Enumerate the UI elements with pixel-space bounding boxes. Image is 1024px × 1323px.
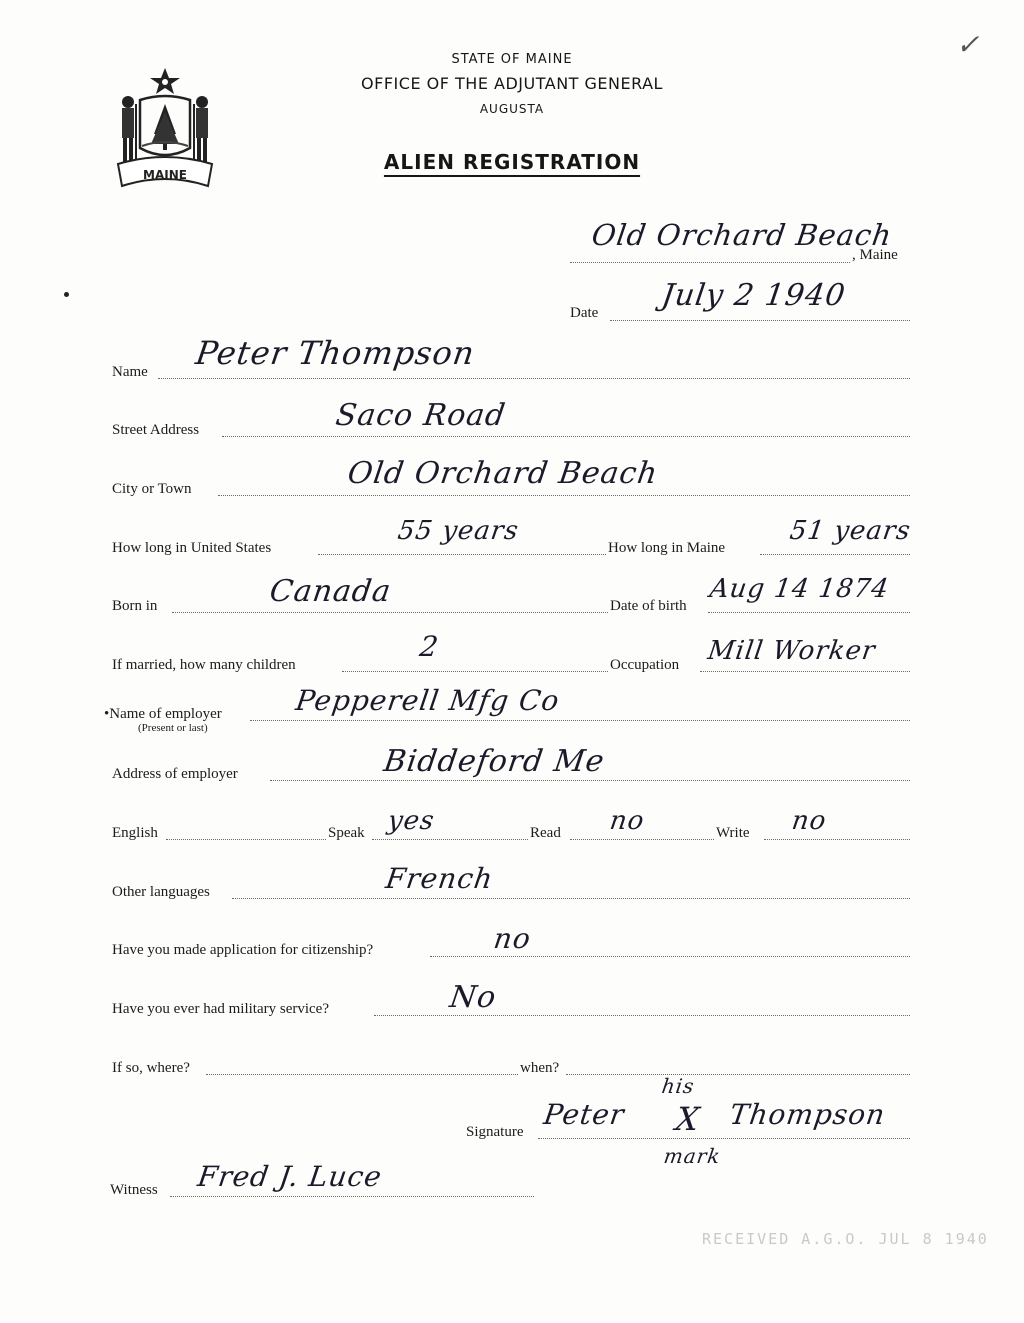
name-label: Name — [112, 364, 148, 380]
name-value: Peter Thompson — [193, 334, 478, 372]
speak-label: Speak — [328, 825, 365, 841]
place-value: Old Orchard Beach — [589, 218, 895, 252]
received-stamp: RECEIVED A.G.O. JUL 8 1940 — [702, 1230, 989, 1248]
maine-years-value: 51 years — [787, 516, 913, 546]
margin-dot — [64, 292, 69, 297]
witness-value: Fred J. Luce — [195, 1160, 385, 1193]
employer-address-label: Address of employer — [112, 766, 238, 782]
header-city: AUGUSTA — [479, 102, 545, 116]
header-office: OFFICE OF THE ADJUTANT GENERAL — [361, 74, 663, 93]
born-in-label: Born in — [112, 598, 158, 614]
header-state: STATE OF MAINE — [451, 52, 573, 67]
signature-label: Signature — [466, 1124, 524, 1140]
children-value: 2 — [417, 630, 442, 663]
write-value: no — [789, 806, 829, 836]
write-label: Write — [716, 825, 750, 841]
occupation-value: Mill Worker — [705, 636, 878, 666]
citizenship-label: Have you made application for citizenship? — [112, 942, 374, 958]
read-value: no — [607, 806, 647, 836]
english-label: English — [112, 825, 158, 841]
maine-years-label: How long in Maine — [608, 540, 726, 556]
signature-his: his — [660, 1074, 697, 1098]
check-mark-icon: ✓ — [956, 28, 980, 61]
place-suffix: , Maine — [852, 247, 898, 263]
military-label: Have you ever had military service? — [112, 1001, 329, 1017]
dob-value: Aug 14 1874 — [707, 574, 892, 604]
when-label: when? — [520, 1060, 560, 1076]
city-value: Old Orchard Beach — [345, 456, 661, 491]
employer-address-value: Biddeford Me — [381, 744, 607, 779]
occupation-label: Occupation — [610, 657, 680, 673]
signature-last: Thompson — [727, 1098, 888, 1131]
maine-state-seal — [112, 64, 218, 190]
other-languages-label: Other languages — [112, 884, 210, 900]
employer-value: Pepperell Mfg Co — [293, 684, 562, 717]
employer-sublabel: (Present or last) — [138, 722, 208, 734]
children-label: If married, how many children — [112, 657, 296, 673]
if-so-where-label: If so, where? — [112, 1060, 190, 1076]
us-years-label: How long in United States — [112, 540, 272, 556]
form-title: ALIEN REGISTRATION — [383, 150, 641, 174]
citizenship-value: no — [491, 922, 534, 955]
signature-x-mark: X — [673, 1100, 703, 1138]
signature-mark: mark — [662, 1144, 723, 1168]
street-label: Street Address — [112, 422, 200, 438]
date-label: Date — [570, 305, 599, 321]
date-value: July 2 1940 — [659, 278, 848, 313]
employer-label-text: Name of employer — [109, 706, 222, 722]
city-label: City or Town — [112, 481, 192, 497]
speak-value: yes — [385, 806, 437, 836]
employer-label: •Name of employer — [104, 706, 222, 722]
read-label: Read — [530, 825, 561, 841]
witness-label: Witness — [110, 1182, 158, 1198]
seal-ribbon-text: MAINE — [143, 168, 187, 182]
born-in-value: Canada — [267, 574, 394, 609]
military-value: No — [447, 980, 499, 1015]
signature-first: Peter — [541, 1098, 627, 1131]
street-value: Saco Road — [333, 398, 509, 433]
dob-label: Date of birth — [610, 598, 687, 614]
other-languages-value: French — [383, 862, 496, 895]
us-years-value: 55 years — [395, 516, 521, 546]
